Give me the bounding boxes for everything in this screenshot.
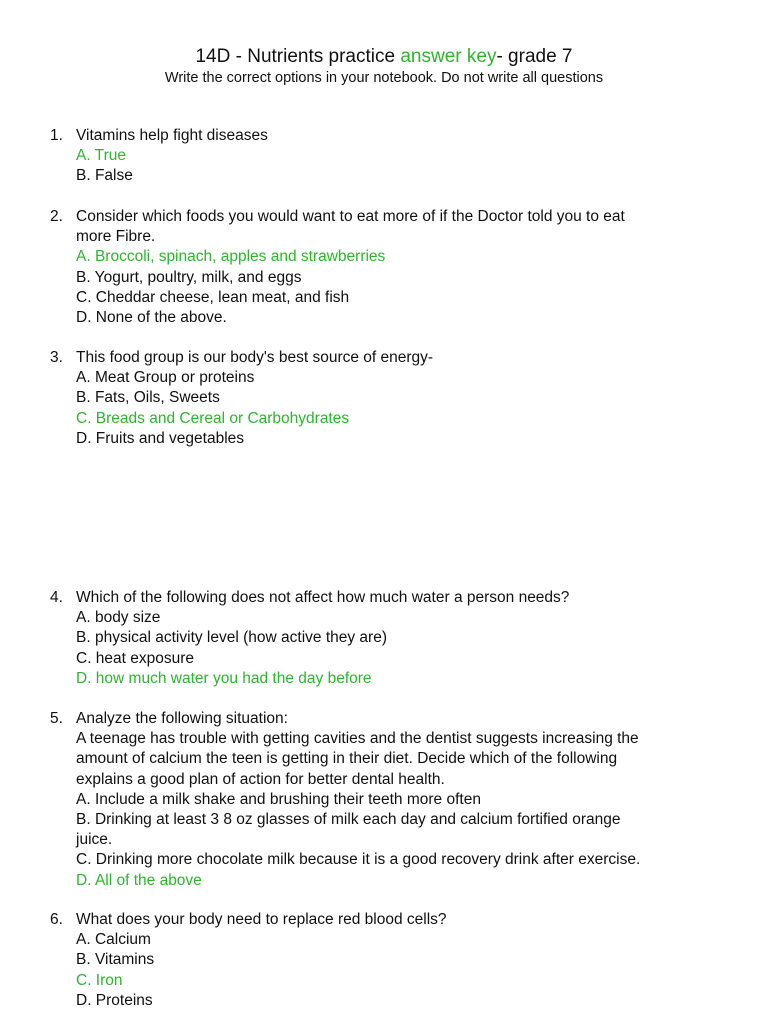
answer-option: C. Iron	[76, 971, 123, 989]
page-subtitle: Write the correct options in your notebook. Do not write all questions	[164, 70, 604, 86]
question-stem: Consider which foods you would want to eat more of if the Doctor told you to eat	[76, 208, 625, 225]
question-stem: more Fibre.	[76, 228, 156, 246]
answer-option: C. Breads and Cereal or Carbohydrates	[76, 409, 350, 427]
answer-option: C. heat exposure	[76, 649, 195, 667]
question-stem: Vitamins help fight diseases	[76, 127, 268, 144]
question-stem: amount of calcium the teen is getting in their diet. Decide which of the following	[76, 750, 618, 768]
answer-option: A. Calcium	[76, 931, 151, 949]
answer-option: A. Broccoli, spinach, apples and strawberries	[76, 248, 386, 266]
question-stem: Analyze the following situation:	[76, 710, 288, 727]
answer-option: B. Yogurt, poultry, milk, and eggs	[76, 268, 302, 286]
title-part2: - grade 7	[496, 46, 573, 67]
question-stem: Which of the following does not affect how much water a person needs?	[76, 589, 570, 606]
answer-option: D. Proteins	[76, 991, 153, 1009]
answer-option: D. how much water you had the day before	[76, 669, 372, 687]
question-4	[50, 588, 710, 689]
title-part1: 14D - Nutrients practice	[195, 46, 401, 67]
answer-option: A. Include a milk shake and brushing their teeth more often	[76, 790, 481, 808]
question-number: 6.	[50, 911, 63, 928]
answer-option: C. Cheddar cheese, lean meat, and fish	[76, 288, 350, 306]
answer-option: B. Vitamins	[76, 951, 155, 969]
title-highlight: answer key	[400, 46, 497, 67]
question-1	[50, 126, 710, 187]
question-number: 5.	[50, 710, 63, 727]
question-5	[50, 709, 710, 891]
question-3	[50, 348, 710, 449]
answer-option: D. All of the above	[76, 871, 202, 889]
answer-option: C. Drinking more chocolate milk because it is a good recovery drink after exercise.	[76, 851, 641, 869]
question-2	[50, 207, 710, 328]
answer-option: D. Fruits and vegetables	[76, 429, 245, 447]
answer-option: B. False	[76, 167, 133, 185]
question-6	[50, 910, 710, 1011]
question-stem: This food group is our body's best source of energy-	[76, 349, 434, 366]
page-title	[0, 45, 768, 69]
question-number: 4.	[50, 589, 63, 606]
question-stem: A teenage has trouble with getting cavities and the dentist suggests increasing the	[76, 730, 639, 748]
question-number: 2.	[50, 208, 63, 225]
answer-option: B. Drinking at least 3 8 oz glasses of milk each day and calcium fortified orange	[76, 811, 621, 829]
answer-option: A. Meat Group or proteins	[76, 369, 255, 387]
answer-option: D. None of the above.	[76, 309, 227, 327]
question-stem: What does your body need to replace red blood cells?	[76, 911, 447, 928]
answer-option: B. Fats, Oils, Sweets	[76, 389, 220, 407]
question-stem: explains a good plan of action for better dental health.	[76, 770, 445, 788]
answer-option: B. physical activity level (how active they are)	[76, 629, 387, 647]
answer-option: A. body size	[76, 609, 161, 627]
question-number: 1.	[50, 127, 63, 144]
answer-option-continuation: juice.	[76, 831, 113, 849]
answer-option: A. True	[76, 147, 126, 165]
question-number: 3.	[50, 349, 63, 366]
